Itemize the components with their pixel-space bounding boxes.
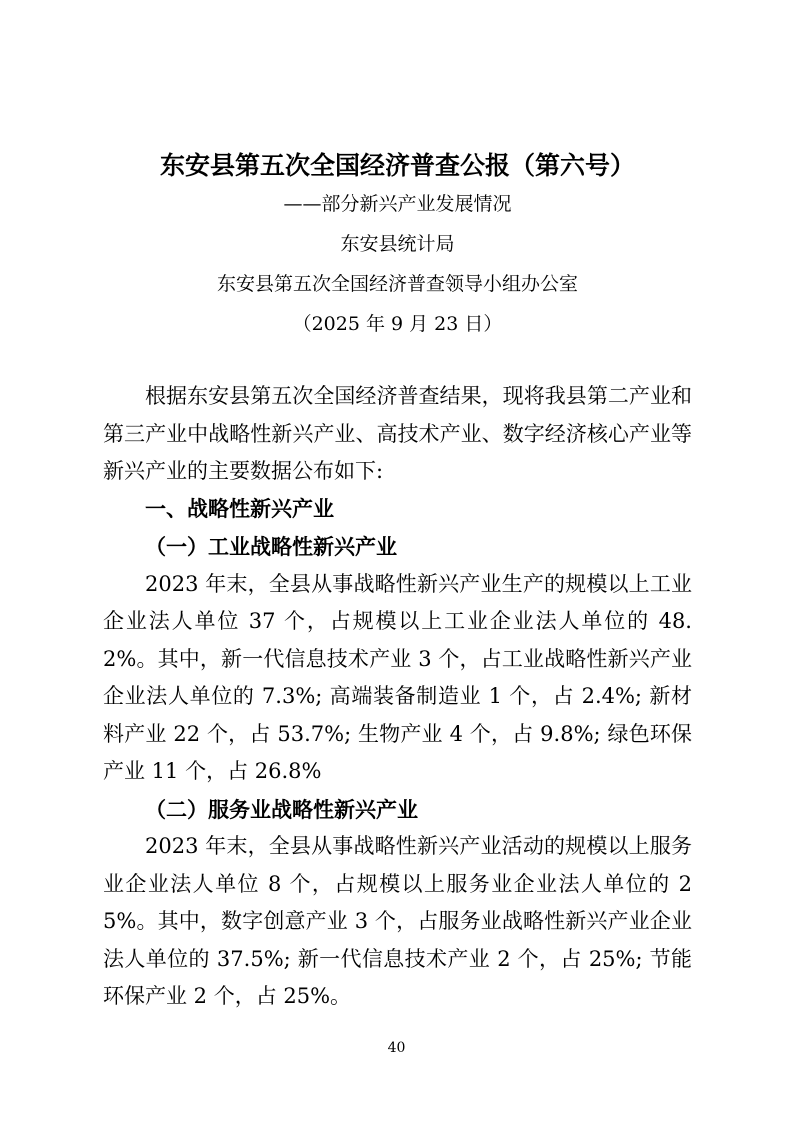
industrial-strategic-emerging-paragraph: 2023 年末，全县从事战略性新兴产业生产的规模以上工业企业法人单位 37 个，占规模以上工业企业法人单位的 48.2%。其中，新一代信息技术产业 3 个，占工业战略性新兴产业企业法人单位的 7.3%; 高端装备制造业 1 个，占 2.4%; 新材料产业 22 个，占 53.7%; 生物产业 4 个，占 9.8%; 绿色环保产业 11 个，占 26.8% <box>103 571 692 783</box>
document-date: （2025 年 9 月 23 日） <box>292 313 503 335</box>
document-body <box>103 378 692 1016</box>
subsection-heading-industrial-strategic-emerging: （一）工业战略性新兴产业 <box>145 534 397 559</box>
service-strategic-emerging-paragraph: 2023 年末，全县从事战略性新兴产业活动的规模以上服务业企业法人单位 8 个，占规模以上服务业企业法人单位的 25%。其中，数字创意产业 3 个，占服务业战略性新兴产业企业法人单位的 37.5%; 新一代信息技术产业 2 个，占 25%; 节能环保产业 2 个，占 25%。 <box>103 834 692 1008</box>
document-content <box>103 0 692 1016</box>
issuer-census-leading-group-office: 东安县第五次全国经济普查领导小组办公室 <box>216 273 578 295</box>
page-number: 40 <box>387 1040 406 1056</box>
section-heading-strategic-emerging-industries: 一、战略性新兴产业 <box>145 496 334 521</box>
subsection-heading-service-strategic-emerging: （二）服务业战略性新兴产业 <box>145 796 418 822</box>
document-title: 东安县第五次全国经济普查公报（第六号） <box>159 151 635 180</box>
intro-paragraph: 根据东安县第五次全国经济普查结果，现将我县第二产业和第三产业中战略性新兴产业、高技术产业、数字经济核心产业等新兴产业的主要数据公布如下: <box>103 384 692 483</box>
issuer-statistics-bureau: 东安县统计局 <box>340 233 455 255</box>
document-subtitle: ——部分新兴产业发展情况 <box>283 193 512 215</box>
